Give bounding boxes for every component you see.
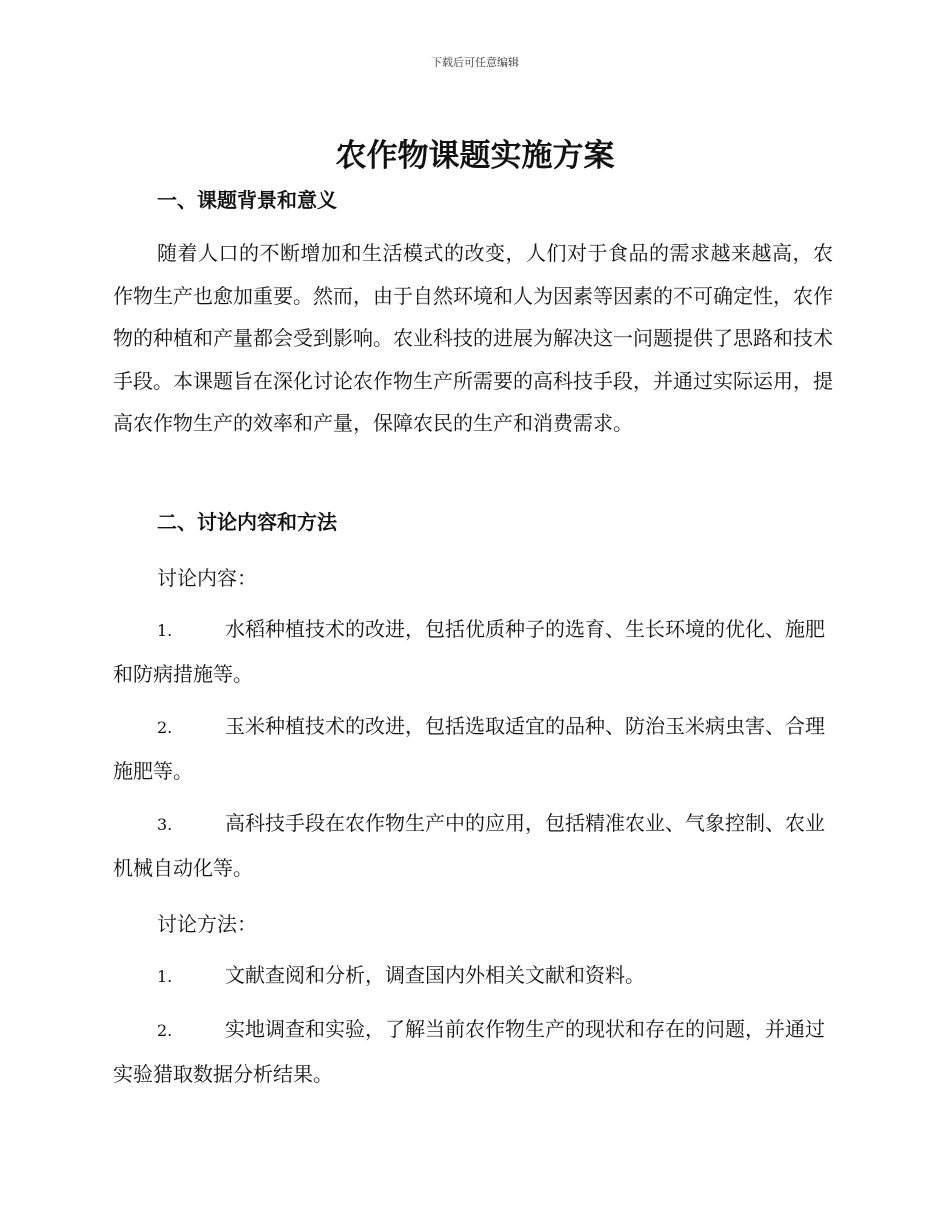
content-item — [113, 802, 833, 889]
content-label: 讨论内容： — [157, 566, 257, 590]
item-number: 2. — [157, 1021, 173, 1040]
item-number: 1. — [157, 967, 173, 986]
item-text: 实地调查和实验，了解当前农作物生产的现状和存在的问题，并通过实验猎取数据分析结果。 — [113, 1017, 825, 1086]
item-number: 1. — [157, 621, 173, 640]
item-number: 2. — [157, 718, 173, 737]
background-paragraph: 随着人口的不断增加和生活模式的改变，人们对于食品的需求越来越高，农作物生产也愈加重要。然而，由于自然环境和人为因素等因素的不可确定性，农作物的种植和产量都会受到影响。农业科技的进展为解决这一问题提供了思路和技术手段。本课题旨在深化讨论农作物生产所需要的高科技手段，并通过实际运用，提高农作物生产的效率和产量，保障农民的生产和消费需求。 — [113, 241, 833, 435]
page-header-note: 下载后可任意编辑 — [431, 56, 519, 69]
item-text: 文献查阅和分析，调查国内外相关文献和资料。 — [225, 963, 645, 987]
method-item — [113, 1008, 833, 1095]
method-label: 讨论方法： — [157, 912, 257, 936]
item-text: 水稻种植技术的改进，包括优质种子的选育、生长环境的优化、施肥和防病措施等。 — [113, 617, 825, 686]
section-heading-content-methods: 二、讨论内容和方法 — [157, 510, 337, 534]
item-text: 高科技手段在农作物生产中的应用，包括精准农业、气象控制、农业机械自动化等。 — [113, 811, 825, 880]
document-title: 农作物课题实施方案 — [335, 138, 615, 174]
item-number: 3. — [157, 815, 173, 834]
item-text: 玉米种植技术的改进，包括选取适宜的品种、防治玉米病虫害、合理施肥等。 — [113, 714, 825, 783]
method-item — [113, 954, 833, 999]
section-heading-background: 一、课题背景和意义 — [157, 188, 337, 212]
content-item — [113, 705, 833, 792]
content-item — [113, 608, 833, 695]
